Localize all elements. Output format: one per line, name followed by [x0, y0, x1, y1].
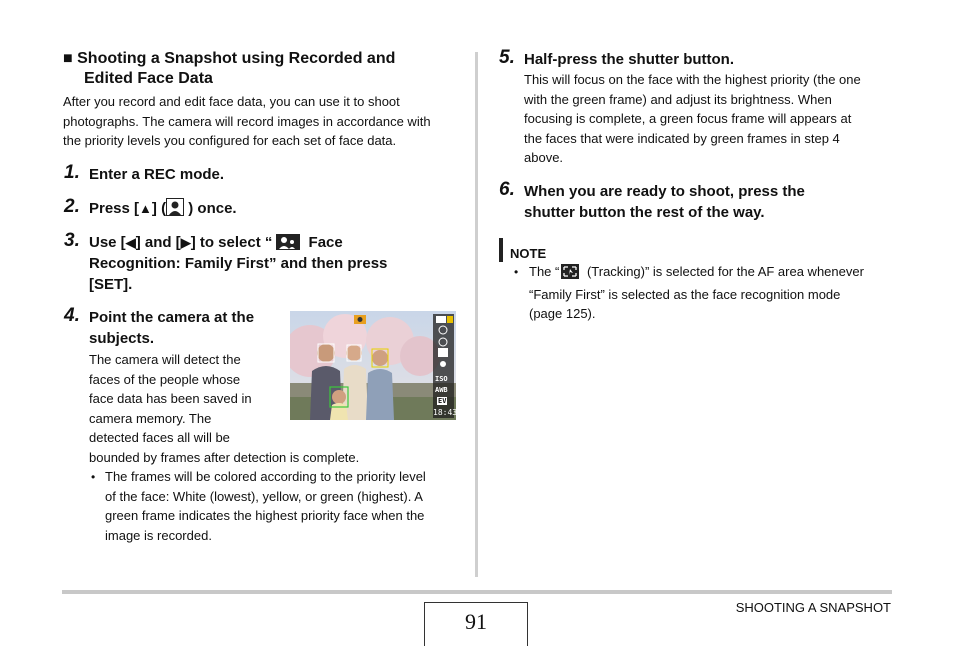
step4-bullet	[105, 467, 426, 545]
right-arrow-icon: ▶	[180, 235, 191, 250]
body-line: bounded by frames after detection is complete.	[89, 449, 360, 465]
step-title: Half-press the shutter button.	[524, 51, 735, 68]
section-heading-line2: Edited Face Data	[84, 70, 213, 87]
bullet-dot: •	[91, 470, 96, 484]
bullet-dot: •	[514, 265, 519, 279]
body-line: above.	[524, 150, 564, 165]
body-line: with the green frame) and adjust its brightness. When	[524, 91, 832, 107]
body-line: detected faces all will be	[89, 430, 230, 445]
step-number: 5.	[499, 47, 515, 68]
step-number: 6.	[499, 179, 515, 200]
note-line: (page 125).	[529, 306, 596, 321]
intro-line: photographs. The camera will record images in accordance with	[63, 113, 431, 129]
left-arrow-icon: ◀	[125, 235, 136, 250]
body-line: the faces that were indicated by green frames in step 4	[524, 130, 840, 146]
intro-paragraph	[63, 92, 431, 151]
step-text-part: Press [	[89, 200, 140, 217]
note-text-part: The “	[529, 264, 560, 279]
step-number: 3.	[64, 230, 80, 251]
bullet-line: green frame indicates the highest priority face when the	[105, 508, 425, 523]
awb-indicator: AWB	[435, 386, 448, 394]
section-heading-line1: Shooting a Snapshot using Recorded and	[77, 50, 396, 67]
tracking-icon	[561, 264, 579, 285]
page-number: 91	[424, 602, 528, 646]
step-title-line: Point the camera at the	[89, 309, 255, 326]
section-marker: ■	[63, 50, 73, 67]
step-text-part: ] (	[151, 200, 167, 217]
note-line	[529, 262, 864, 285]
step-text-part: Face	[304, 234, 343, 251]
step-text-part: ] and [	[135, 234, 181, 251]
step-text	[89, 198, 237, 222]
step-text: Enter a REC mode.	[89, 166, 225, 183]
body-line: camera memory. The	[89, 410, 212, 426]
iso-indicator: ISO	[435, 375, 448, 383]
body-line: faces of the people whose	[89, 371, 241, 387]
column-divider	[475, 52, 478, 577]
step-text-part: Use [	[89, 234, 126, 251]
note-bar	[499, 238, 503, 262]
step-number: 1.	[64, 162, 80, 183]
bullet-line: image is recorded.	[105, 527, 212, 543]
step-number: 4.	[64, 305, 80, 326]
step-text-part: ] to select “	[190, 234, 273, 251]
step-text-line: Recognition: Family First” and then press	[89, 255, 388, 272]
body-line: face data has been saved in	[89, 391, 252, 406]
step-title-line: shutter button the rest of the way.	[524, 204, 765, 221]
time-display: 18:43	[433, 408, 458, 417]
camera-screen-photo	[290, 311, 456, 420]
up-arrow-icon: ▲	[139, 201, 152, 216]
note-line: “Family First” is selected as the face recognition mode	[529, 286, 841, 302]
step-number: 2.	[64, 196, 80, 217]
intro-line: the priority levels you configured for each set of face data.	[63, 133, 397, 148]
section-heading	[63, 49, 395, 69]
footer-section-title: SHOOTING A SNAPSHOT	[735, 600, 891, 615]
footer-rule	[62, 590, 892, 594]
body-line: This will focus on the face with the highest priority (the one	[524, 72, 861, 87]
face-recognition-icon	[166, 198, 184, 222]
intro-line: After you record and edit face data, you can use it to shoot	[63, 94, 400, 109]
bullet-line: of the face: White (lowest), yellow, or green (highest). A	[105, 488, 423, 504]
ev-indicator: EV	[438, 397, 447, 405]
step-title-line: subjects.	[89, 330, 155, 347]
note-body	[529, 262, 864, 324]
step5-body	[524, 70, 861, 168]
note-text-part: (Tracking)” is selected for the AF area whenever	[583, 264, 864, 279]
step-text-line: [SET].	[89, 276, 133, 293]
step-text-part: ) once.	[184, 200, 237, 217]
step-title-line: When you are ready to shoot, press the	[524, 183, 805, 200]
body-line: focusing is complete, a green focus frame will appears at	[524, 111, 852, 126]
body-line: The camera will detect the	[89, 352, 241, 367]
note-label: NOTE	[510, 246, 547, 261]
bullet-line: The frames will be colored according to the priority level	[105, 469, 426, 484]
